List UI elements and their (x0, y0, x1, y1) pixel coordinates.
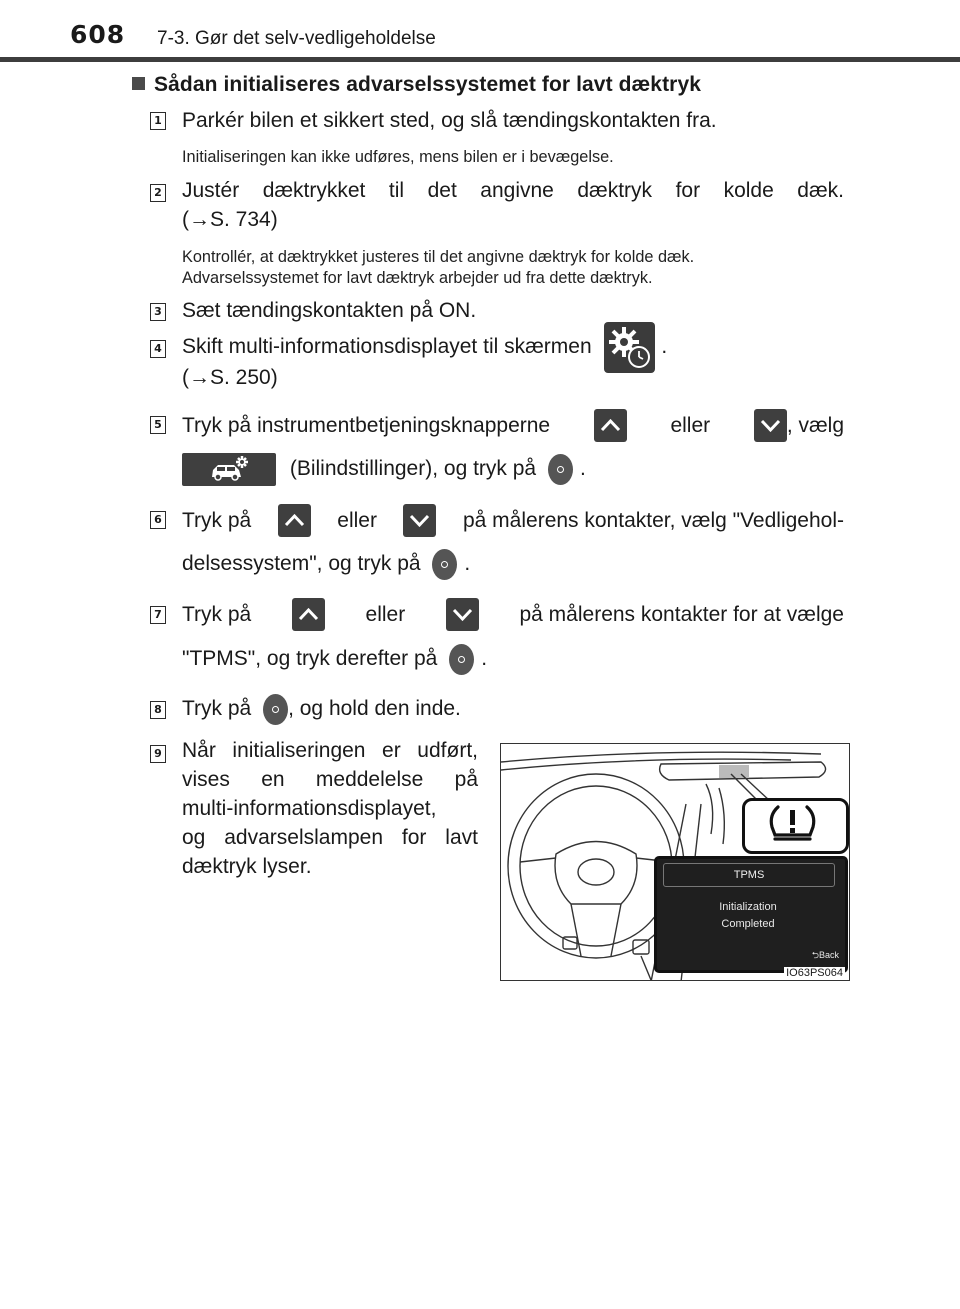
header-divider (0, 57, 960, 62)
step-text: vises en meddelelse på (182, 768, 478, 791)
chevron-down-icon (754, 409, 787, 442)
step-text-part: Tryk på instrumentbetjeningsknapperne (182, 413, 551, 437)
step-text-part: på målerens kontakter for at vælge (519, 602, 844, 626)
heading-text: Sådan initialiseres advarselssystemet for lavt dæktryk (154, 73, 702, 96)
page-reference[interactable]: (→S. 250) (182, 366, 278, 389)
step-text-part: eller (365, 602, 406, 626)
section-heading (132, 73, 701, 97)
ok-knob-icon (449, 644, 474, 675)
step-text-part: . (464, 552, 471, 575)
step-number: 6 (150, 511, 166, 529)
tpms-warning-lamp-icon (742, 798, 849, 854)
chevron-up-icon (594, 409, 627, 442)
ok-knob-icon (548, 454, 573, 485)
multi-information-display (654, 856, 848, 973)
step-text-part: eller (337, 508, 377, 532)
step-text (182, 642, 487, 676)
step-text: multi-informationsdisplayet, (182, 797, 437, 820)
step-text (182, 692, 461, 726)
step-text-part: . (661, 335, 668, 359)
step-text (182, 409, 844, 442)
step-text-part: , vælg (786, 413, 844, 437)
step-note: Advarselssystemet for lavt dæktryk arbejder ud fra dette dæktryk. (182, 269, 653, 287)
chevron-down-icon (446, 598, 479, 631)
display-back-label: Back (818, 950, 839, 960)
page-number: 608 (70, 20, 126, 49)
step-text: dæktryk lyser. (182, 855, 312, 878)
step-text-part: Skift multi-informationsdisplayet til skærmen (182, 335, 592, 359)
step-text-part: , og hold den inde. (288, 697, 461, 720)
step-text: Parkér bilen et sikkert sted, og slå tændingskontakten fra. (182, 109, 717, 132)
step-note: Kontrollér, at dæktrykket justeres til det angivne dæktryk for kolde dæk. (182, 248, 695, 266)
ok-knob-icon (263, 694, 288, 725)
car-settings-icon (182, 453, 276, 486)
step-text (182, 598, 844, 631)
step-number: 5 (150, 416, 166, 434)
page-reference[interactable]: (→S. 734) (182, 208, 278, 231)
section-title: 7-3. Gør det selv-vedligeholdelse (157, 28, 436, 49)
step-text-group (754, 409, 844, 442)
step-text-part: . (579, 457, 586, 480)
chevron-up-icon (278, 504, 311, 537)
step-text-part: delsessystem", og tryk på (182, 552, 421, 575)
step-text: Når initialiseringen er udført, (182, 739, 478, 762)
step-text-part: "TPMS", og tryk derefter på (182, 647, 438, 670)
step-number: 2 (150, 184, 166, 202)
step-number: 9 (150, 745, 166, 763)
step-number: 7 (150, 606, 166, 624)
step-text-part: (Bilindstillinger), og tryk på (289, 457, 537, 480)
step-text-part: Tryk på (182, 508, 252, 532)
step-text: Sæt tændingskontakten på ON. (182, 299, 477, 322)
display-title: TPMS (663, 863, 835, 887)
step-text-part: Tryk på (182, 697, 252, 720)
step-text (182, 547, 470, 581)
display-message-line: Initialization (719, 901, 777, 913)
step-text: og advarselslampen for lavt (182, 826, 478, 849)
step-text: Justér dæktrykket til det angivne dæktryk for kolde dæk. (182, 179, 844, 202)
dashboard-illustration (500, 743, 850, 981)
chevron-down-icon (403, 504, 436, 537)
square-bullet-icon (132, 77, 145, 90)
step-number: 1 (150, 112, 166, 130)
ok-knob-icon (432, 549, 457, 580)
settings-gear-clock-icon (604, 322, 655, 373)
step-text (182, 452, 586, 486)
back-arrow-icon: ⮌ (811, 950, 819, 960)
display-message (657, 899, 839, 933)
display-back (812, 948, 839, 964)
step-number: 4 (150, 340, 166, 358)
step-number: 8 (150, 701, 166, 719)
step-text-part: . (481, 647, 488, 670)
step-text (182, 504, 844, 537)
step-text-part: på målerens kontakter, vælg "Vedligehol- (462, 508, 844, 532)
step-number: 3 (150, 303, 166, 321)
figure-code: IO63PS064 (786, 967, 843, 979)
step-text-part: eller (670, 413, 711, 437)
step-text-part: Tryk på (182, 602, 252, 626)
chevron-up-icon (292, 598, 325, 631)
step-note: Initialiseringen kan ikke udføres, mens bilen er i bevægelse. (182, 148, 614, 166)
display-message-line: Completed (721, 918, 775, 930)
